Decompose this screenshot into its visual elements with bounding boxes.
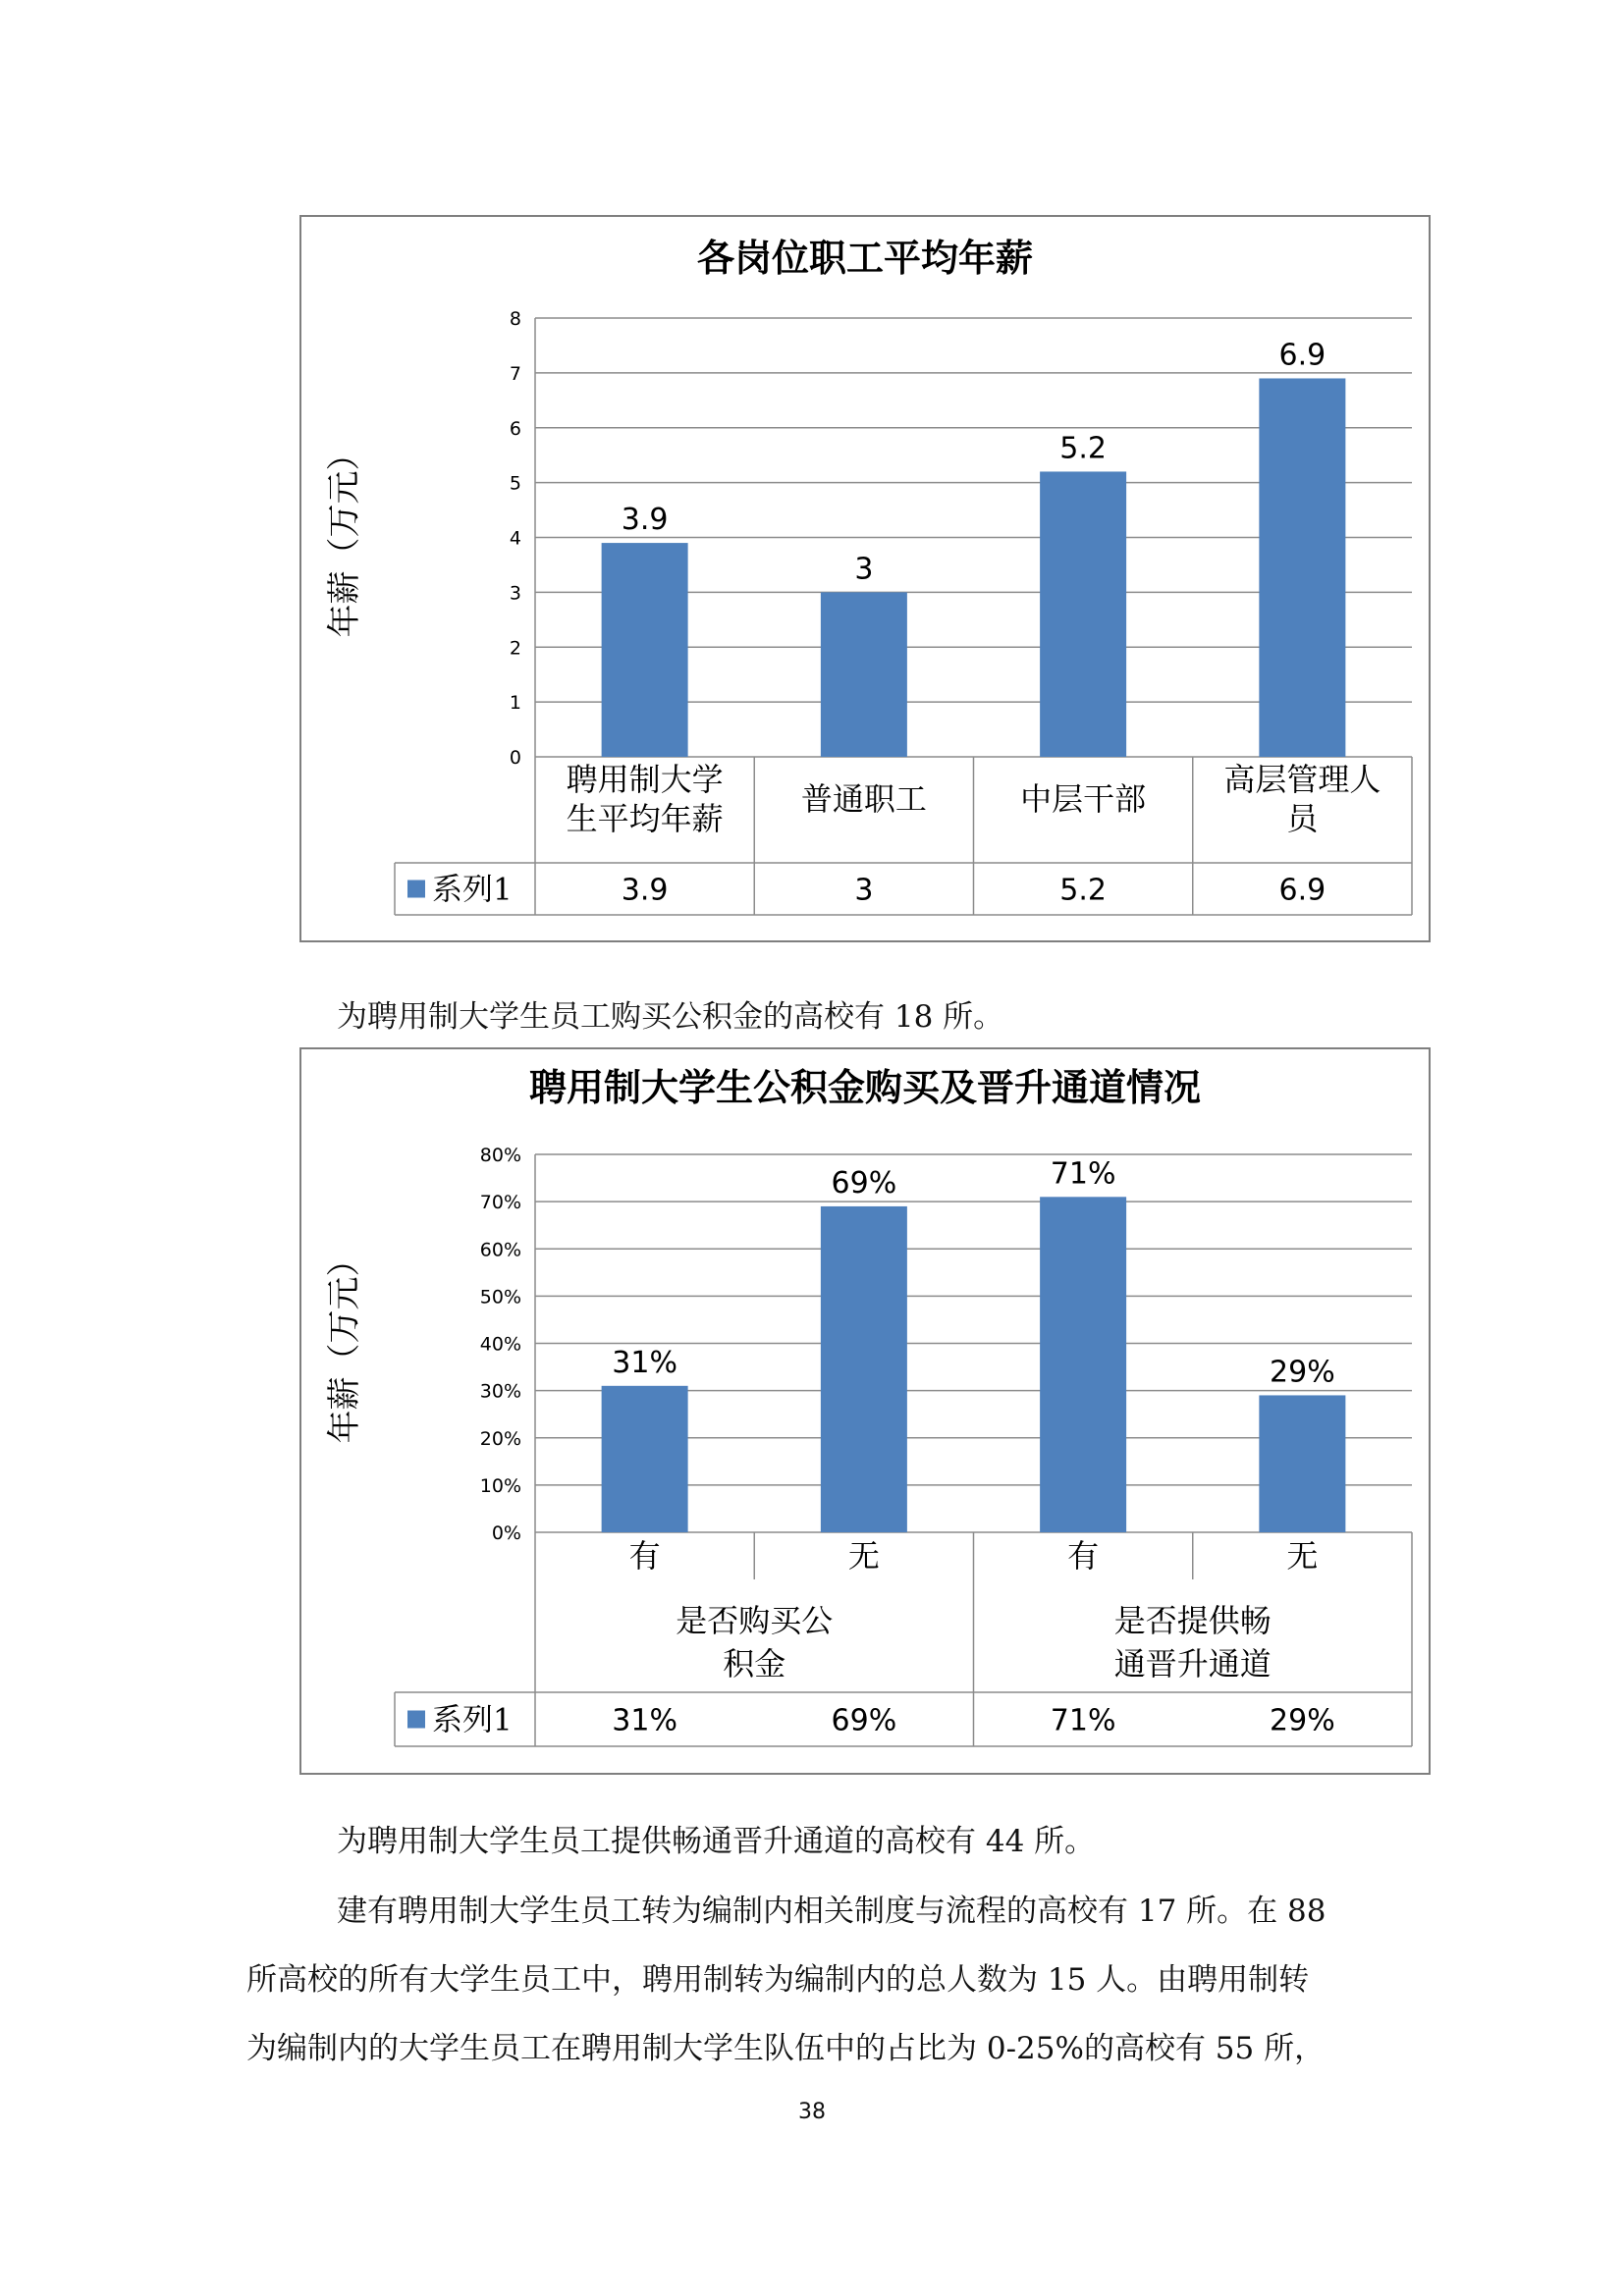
table-value: 3	[854, 873, 874, 908]
fund-promotion-chart-svg	[301, 1049, 1429, 1773]
x-category-label: 有	[1067, 1537, 1100, 1575]
y-tick-label: 5	[509, 472, 521, 495]
paragraph-promotion: 为聘用制大学生员工提供畅通晋升通道的高校有 44 所。	[337, 1824, 1096, 1859]
paragraph-conversion-line1: 建有聘用制大学生员工转为编制内相关制度与流程的高校有 17 所。在 88	[337, 1894, 1326, 1929]
bar-data-label: 29%	[1270, 1355, 1335, 1390]
y-tick-label: 20%	[479, 1427, 521, 1450]
y-tick-label: 1	[509, 692, 521, 715]
bar-data-label: 3.9	[621, 503, 669, 538]
table-value: 31%	[612, 1703, 677, 1738]
y-tick-label: 2	[509, 637, 521, 660]
table-value: 3.9	[621, 873, 669, 908]
legend-swatch	[407, 1711, 425, 1729]
legend-series-name: 系列1	[432, 1702, 513, 1738]
table-value: 5.2	[1059, 873, 1107, 908]
table-value: 71%	[1050, 1703, 1116, 1738]
fund-promotion-chart	[299, 1047, 1431, 1775]
x-category-label: 聘用制大学	[566, 761, 724, 798]
x-category-label: 有	[628, 1537, 661, 1575]
x-category-label: 中层干部	[1020, 780, 1147, 818]
y-tick-label: 30%	[479, 1380, 521, 1403]
bar-data-label: 69%	[831, 1165, 897, 1201]
x-category-label: 高层管理人	[1223, 761, 1381, 798]
x-category-label: 无	[847, 1537, 880, 1575]
bar-data-label: 71%	[1050, 1156, 1116, 1192]
paragraph-housing-fund: 为聘用制大学生员工购买公积金的高校有 18 所。	[337, 999, 1004, 1035]
y-axis-label: 年薪（万元）	[325, 1243, 364, 1444]
y-tick-label: 6	[509, 417, 521, 440]
y-axis-label: 年薪（万元）	[325, 437, 364, 638]
x-category-label: 普通职工	[800, 780, 927, 818]
chart-title: 聘用制大学生公积金购买及晋升通道情况	[528, 1065, 1202, 1109]
table-value: 69%	[831, 1703, 897, 1738]
paragraph-conversion-line3: 为编制内的大学生员工在聘用制大学生队伍中的占比为 0-25%的高校有 55 所，	[246, 2031, 1326, 2066]
bar-data-label: 5.2	[1059, 431, 1107, 466]
bar	[1259, 1395, 1345, 1532]
table-value: 6.9	[1278, 873, 1326, 908]
bar-data-label: 6.9	[1278, 338, 1326, 373]
y-tick-label: 4	[509, 527, 521, 550]
y-tick-label: 10%	[479, 1474, 521, 1497]
y-tick-label: 50%	[479, 1286, 521, 1308]
x-group-label: 是否购买公	[676, 1602, 834, 1639]
y-tick-label: 80%	[479, 1145, 521, 1166]
y-tick-label: 0	[509, 747, 521, 769]
y-tick-label: 8	[509, 308, 521, 330]
y-tick-label: 7	[509, 362, 521, 385]
x-group-label: 是否提供畅	[1113, 1602, 1272, 1639]
page-number: 38	[798, 2100, 826, 2124]
bar-data-label: 3	[854, 552, 874, 587]
chart-title: 各岗位职工平均年薪	[696, 236, 1034, 280]
bar	[602, 1386, 688, 1532]
salary-chart	[299, 215, 1431, 942]
bar	[821, 1206, 907, 1532]
bar	[1259, 378, 1345, 757]
y-tick-label: 70%	[479, 1192, 521, 1214]
x-group-label: 积金	[723, 1645, 786, 1682]
legend-series-name: 系列1	[432, 872, 513, 908]
legend-swatch	[407, 881, 425, 898]
y-tick-label: 40%	[479, 1333, 521, 1356]
bar	[1040, 471, 1126, 757]
y-tick-label: 60%	[479, 1239, 521, 1261]
x-category-label: 生平均年薪	[566, 800, 724, 837]
y-tick-label: 3	[509, 582, 521, 605]
x-group-label: 通晋升通道	[1113, 1645, 1272, 1682]
y-tick-label: 0%	[491, 1522, 521, 1544]
table-value: 29%	[1270, 1703, 1335, 1738]
bar-data-label: 31%	[612, 1345, 677, 1380]
x-category-label: 无	[1286, 1537, 1319, 1575]
bar	[1040, 1197, 1126, 1532]
x-category-label: 员	[1286, 800, 1319, 837]
salary-chart-svg	[301, 217, 1429, 940]
bar	[602, 543, 688, 757]
paragraph-conversion-line2: 所高校的所有大学生员工中，聘用制转为编制内的总人数为 15 人。由聘用制转	[246, 1962, 1310, 1998]
bar	[821, 592, 907, 757]
